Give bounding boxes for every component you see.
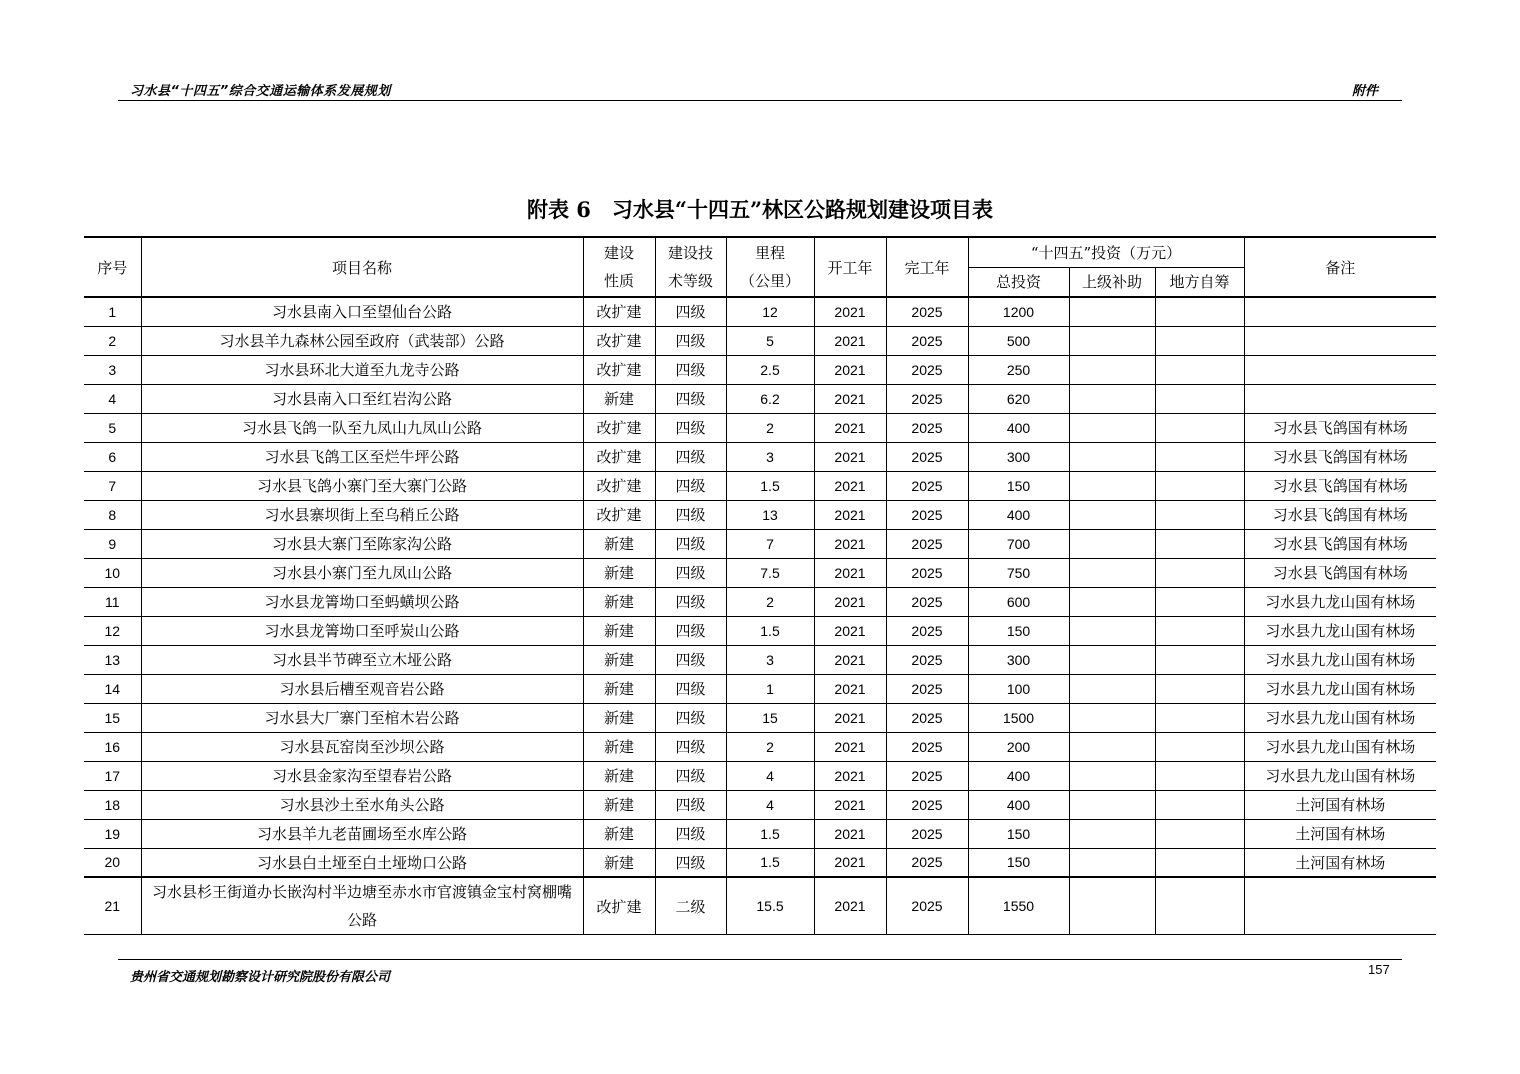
cell-subsidy [1069, 558, 1155, 587]
cell-note: 习水县九龙山国有林场 [1244, 616, 1436, 645]
footer-company: 贵州省交通规划勘察设计研究院股份有限公司 [130, 970, 391, 985]
page-number: 157 [1368, 962, 1390, 977]
cell-local [1155, 413, 1244, 442]
cell-note: 习水县九龙山国有林场 [1244, 587, 1436, 616]
table-row [84, 819, 1436, 848]
cell-length: 12 [726, 297, 814, 326]
col-header-name: 项目名称 [141, 237, 583, 297]
cell-end: 2025 [886, 761, 968, 790]
cell-nature: 改扩建 [583, 297, 655, 326]
cell-note [1244, 355, 1436, 384]
cell-subsidy [1069, 413, 1155, 442]
cell-grade: 四级 [655, 848, 726, 877]
cell-total: 400 [968, 790, 1069, 819]
cell-local [1155, 326, 1244, 355]
cell-note: 土河国有林场 [1244, 848, 1436, 877]
cell-note: 习水县飞鸽国有林场 [1244, 529, 1436, 558]
cell-grade: 四级 [655, 558, 726, 587]
cell-grade: 四级 [655, 674, 726, 703]
cell-name: 习水县金家沟至望春岩公路 [141, 761, 583, 790]
cell-local [1155, 877, 1244, 935]
cell-total: 400 [968, 500, 1069, 529]
cell-total: 500 [968, 326, 1069, 355]
cell-start: 2021 [814, 442, 886, 471]
cell-subsidy [1069, 616, 1155, 645]
cell-seq: 8 [84, 500, 141, 529]
col-header-note: 备注 [1244, 237, 1436, 297]
cell-nature: 新建 [583, 616, 655, 645]
table-row [84, 442, 1436, 471]
cell-note [1244, 297, 1436, 326]
cell-note: 习水县飞鸽国有林场 [1244, 558, 1436, 587]
col-header-length-line2: （公里） [739, 272, 800, 290]
cell-name: 习水县南入口至望仙台公路 [141, 297, 583, 326]
cell-length: 6.2 [726, 384, 814, 413]
col-header-nature-line2: 性质 [603, 272, 634, 290]
cell-nature: 改扩建 [583, 442, 655, 471]
cell-subsidy [1069, 471, 1155, 500]
cell-nature: 新建 [583, 384, 655, 413]
cell-note [1244, 384, 1436, 413]
cell-subsidy [1069, 674, 1155, 703]
table-row [84, 326, 1436, 355]
cell-total: 300 [968, 645, 1069, 674]
cell-subsidy [1069, 732, 1155, 761]
cell-length: 2.5 [726, 355, 814, 384]
cell-end: 2025 [886, 819, 968, 848]
cell-length: 7.5 [726, 558, 814, 587]
col-header-length [726, 237, 814, 297]
cell-name: 习水县大厂寨门至棺木岩公路 [141, 703, 583, 732]
col-header-start: 开工年 [814, 237, 886, 297]
footer-rule [118, 959, 1402, 960]
cell-grade: 四级 [655, 413, 726, 442]
cell-name: 习水县大寨门至陈家沟公路 [141, 529, 583, 558]
cell-end: 2025 [886, 471, 968, 500]
cell-name: 习水县白土垭至白土垭坳口公路 [141, 848, 583, 877]
cell-note: 土河国有林场 [1244, 790, 1436, 819]
cell-local [1155, 442, 1244, 471]
cell-seq: 16 [84, 732, 141, 761]
cell-length: 3 [726, 442, 814, 471]
table-row [84, 384, 1436, 413]
cell-grade: 四级 [655, 500, 726, 529]
cell-local [1155, 471, 1244, 500]
cell-start: 2021 [814, 732, 886, 761]
cell-subsidy [1069, 819, 1155, 848]
cell-local [1155, 355, 1244, 384]
cell-nature: 新建 [583, 558, 655, 587]
col-header-length-line1: 里程 [754, 244, 785, 262]
cell-seq: 19 [84, 819, 141, 848]
project-table [84, 236, 1436, 935]
cell-subsidy [1069, 384, 1155, 413]
cell-subsidy [1069, 326, 1155, 355]
cell-seq: 13 [84, 645, 141, 674]
cell-grade: 四级 [655, 384, 726, 413]
cell-nature: 新建 [583, 645, 655, 674]
cell-note: 习水县飞鸽国有林场 [1244, 442, 1436, 471]
cell-length: 15 [726, 703, 814, 732]
cell-note [1244, 326, 1436, 355]
cell-subsidy [1069, 761, 1155, 790]
cell-start: 2021 [814, 703, 886, 732]
cell-total: 150 [968, 848, 1069, 877]
cell-total: 200 [968, 732, 1069, 761]
cell-grade: 四级 [655, 761, 726, 790]
cell-seq: 7 [84, 471, 141, 500]
cell-nature: 改扩建 [583, 326, 655, 355]
cell-name: 习水县小寨门至九凤山公路 [141, 558, 583, 587]
cell-subsidy [1069, 500, 1155, 529]
cell-grade: 四级 [655, 355, 726, 384]
cell-nature: 新建 [583, 819, 655, 848]
cell-nature: 新建 [583, 703, 655, 732]
cell-name: 习水县羊九森林公园至政府（武装部）公路 [141, 326, 583, 355]
cell-local [1155, 703, 1244, 732]
cell-name: 习水县瓦窑岗至沙坝公路 [141, 732, 583, 761]
cell-nature: 改扩建 [583, 471, 655, 500]
cell-subsidy [1069, 877, 1155, 935]
cell-grade: 二级 [655, 877, 726, 935]
cell-end: 2025 [886, 384, 968, 413]
cell-end: 2025 [886, 877, 968, 935]
cell-seq: 2 [84, 326, 141, 355]
cell-note: 习水县九龙山国有林场 [1244, 732, 1436, 761]
cell-name: 习水县飞鸽一队至九凤山九凤山公路 [141, 413, 583, 442]
cell-nature: 改扩建 [583, 877, 655, 935]
cell-start: 2021 [814, 384, 886, 413]
table-row [84, 355, 1436, 384]
cell-grade: 四级 [655, 471, 726, 500]
cell-length: 2 [726, 413, 814, 442]
cell-nature: 新建 [583, 848, 655, 877]
cell-local [1155, 500, 1244, 529]
cell-length: 3 [726, 645, 814, 674]
cell-subsidy [1069, 645, 1155, 674]
col-header-local: 地方自筹 [1155, 267, 1244, 297]
cell-start: 2021 [814, 529, 886, 558]
cell-total: 700 [968, 529, 1069, 558]
cell-seq: 3 [84, 355, 141, 384]
cell-seq: 12 [84, 616, 141, 645]
cell-end: 2025 [886, 848, 968, 877]
cell-grade: 四级 [655, 790, 726, 819]
cell-nature: 改扩建 [583, 413, 655, 442]
cell-length: 1.5 [726, 616, 814, 645]
cell-local [1155, 790, 1244, 819]
cell-name: 习水县后槽至观音岩公路 [141, 674, 583, 703]
cell-end: 2025 [886, 703, 968, 732]
cell-total: 400 [968, 761, 1069, 790]
cell-note [1244, 877, 1436, 935]
cell-nature: 改扩建 [583, 500, 655, 529]
cell-end: 2025 [886, 297, 968, 326]
cell-start: 2021 [814, 645, 886, 674]
cell-name: 习水县环北大道至九龙寺公路 [141, 355, 583, 384]
cell-subsidy [1069, 297, 1155, 326]
cell-subsidy [1069, 703, 1155, 732]
cell-subsidy [1069, 848, 1155, 877]
cell-name: 习水县龙箐坳口至蚂蟥坝公路 [141, 587, 583, 616]
cell-length: 2 [726, 732, 814, 761]
cell-end: 2025 [886, 529, 968, 558]
cell-local [1155, 529, 1244, 558]
cell-local [1155, 587, 1244, 616]
cell-note: 土河国有林场 [1244, 819, 1436, 848]
cell-length: 13 [726, 500, 814, 529]
cell-seq: 20 [84, 848, 141, 877]
cell-total: 400 [968, 413, 1069, 442]
table-row [84, 732, 1436, 761]
cell-length: 2 [726, 587, 814, 616]
running-header-title: 习水县“十四五”综合交通运输体系发展规划 [130, 84, 391, 99]
cell-subsidy [1069, 355, 1155, 384]
cell-name: 习水县飞鸽工区至烂牛坪公路 [141, 442, 583, 471]
table-row [84, 558, 1436, 587]
cell-seq: 4 [84, 384, 141, 413]
cell-grade: 四级 [655, 819, 726, 848]
cell-grade: 四级 [655, 326, 726, 355]
running-header-section: 附件 [1352, 84, 1379, 99]
col-header-grade-line1: 建设技 [667, 244, 713, 262]
cell-total: 750 [968, 558, 1069, 587]
cell-end: 2025 [886, 587, 968, 616]
cell-note: 习水县九龙山国有林场 [1244, 703, 1436, 732]
cell-subsidy [1069, 529, 1155, 558]
cell-start: 2021 [814, 500, 886, 529]
table-row [84, 500, 1436, 529]
cell-total: 250 [968, 355, 1069, 384]
cell-start: 2021 [814, 326, 886, 355]
cell-length: 1.5 [726, 819, 814, 848]
cell-local [1155, 645, 1244, 674]
cell-local [1155, 848, 1244, 877]
cell-end: 2025 [886, 616, 968, 645]
cell-name: 习水县寨坝街上至乌稍丘公路 [141, 500, 583, 529]
cell-total: 150 [968, 819, 1069, 848]
col-header-seq: 序号 [84, 237, 141, 297]
cell-length: 1.5 [726, 471, 814, 500]
cell-total: 1550 [968, 877, 1069, 935]
cell-note: 习水县九龙山国有林场 [1244, 674, 1436, 703]
cell-seq: 1 [84, 297, 141, 326]
cell-local [1155, 384, 1244, 413]
cell-total: 1500 [968, 703, 1069, 732]
cell-grade: 四级 [655, 616, 726, 645]
col-header-end: 完工年 [886, 237, 968, 297]
cell-local [1155, 297, 1244, 326]
table-row [84, 529, 1436, 558]
cell-grade: 四级 [655, 529, 726, 558]
cell-start: 2021 [814, 471, 886, 500]
table-row [84, 616, 1436, 645]
cell-grade: 四级 [655, 645, 726, 674]
cell-length: 4 [726, 790, 814, 819]
cell-nature: 新建 [583, 674, 655, 703]
cell-seq: 18 [84, 790, 141, 819]
cell-note: 习水县九龙山国有林场 [1244, 645, 1436, 674]
cell-end: 2025 [886, 645, 968, 674]
cell-local [1155, 819, 1244, 848]
cell-name: 习水县半节碑至立木垭公路 [141, 645, 583, 674]
cell-end: 2025 [886, 442, 968, 471]
header-rule [118, 100, 1402, 101]
cell-name: 习水县羊九老苗圃场至水库公路 [141, 819, 583, 848]
cell-length: 15.5 [726, 877, 814, 935]
cell-length: 7 [726, 529, 814, 558]
cell-length: 4 [726, 761, 814, 790]
cell-end: 2025 [886, 558, 968, 587]
cell-end: 2025 [886, 500, 968, 529]
cell-end: 2025 [886, 790, 968, 819]
cell-subsidy [1069, 790, 1155, 819]
col-header-investment-group: “十四五”投资（万元） [968, 237, 1244, 267]
table-row [84, 413, 1436, 442]
cell-end: 2025 [886, 674, 968, 703]
cell-grade: 四级 [655, 587, 726, 616]
cell-total: 600 [968, 587, 1069, 616]
cell-note: 习水县飞鸽国有林场 [1244, 471, 1436, 500]
col-header-grade-line2: 术等级 [667, 272, 713, 290]
cell-start: 2021 [814, 761, 886, 790]
cell-grade: 四级 [655, 732, 726, 761]
table-row [84, 645, 1436, 674]
cell-total: 150 [968, 616, 1069, 645]
col-header-grade [655, 237, 726, 297]
cell-end: 2025 [886, 326, 968, 355]
cell-length: 1.5 [726, 848, 814, 877]
cell-local [1155, 761, 1244, 790]
table-row [84, 790, 1436, 819]
cell-start: 2021 [814, 355, 886, 384]
cell-end: 2025 [886, 732, 968, 761]
cell-seq: 15 [84, 703, 141, 732]
cell-note: 习水县飞鸽国有林场 [1244, 413, 1436, 442]
cell-nature: 新建 [583, 761, 655, 790]
cell-start: 2021 [814, 848, 886, 877]
cell-end: 2025 [886, 413, 968, 442]
cell-name: 习水县龙箐坳口至呼炭山公路 [141, 616, 583, 645]
cell-name: 习水县杉王街道办长嵌沟村半边塘至赤水市官渡镇金宝村窝棚嘴公路 [141, 877, 583, 935]
cell-start: 2021 [814, 877, 886, 935]
table-row [84, 587, 1436, 616]
table-row [84, 297, 1436, 326]
col-header-nature-line1: 建设 [603, 244, 634, 262]
cell-local [1155, 616, 1244, 645]
cell-total: 1200 [968, 297, 1069, 326]
table-row [84, 761, 1436, 790]
cell-seq: 17 [84, 761, 141, 790]
cell-seq: 10 [84, 558, 141, 587]
cell-seq: 14 [84, 674, 141, 703]
cell-start: 2021 [814, 413, 886, 442]
cell-total: 300 [968, 442, 1069, 471]
cell-subsidy [1069, 587, 1155, 616]
table-row [84, 674, 1436, 703]
cell-nature: 新建 [583, 732, 655, 761]
table-row [84, 877, 1436, 935]
cell-local [1155, 732, 1244, 761]
cell-seq: 11 [84, 587, 141, 616]
col-header-total: 总投资 [968, 267, 1069, 297]
cell-seq: 21 [84, 877, 141, 935]
table-body [84, 297, 1436, 935]
cell-length: 1 [726, 674, 814, 703]
cell-nature: 新建 [583, 529, 655, 558]
cell-local [1155, 674, 1244, 703]
cell-seq: 6 [84, 442, 141, 471]
cell-start: 2021 [814, 790, 886, 819]
col-header-subsidy: 上级补助 [1069, 267, 1155, 297]
table-title: 附表 6 习水县“十四五”林区公路规划建设项目表 [526, 197, 994, 222]
cell-total: 150 [968, 471, 1069, 500]
cell-grade: 四级 [655, 703, 726, 732]
cell-total: 620 [968, 384, 1069, 413]
cell-nature: 新建 [583, 790, 655, 819]
cell-grade: 四级 [655, 442, 726, 471]
cell-name: 习水县沙土至水角头公路 [141, 790, 583, 819]
table-row [84, 471, 1436, 500]
cell-start: 2021 [814, 616, 886, 645]
table-row [84, 703, 1436, 732]
cell-start: 2021 [814, 297, 886, 326]
cell-subsidy [1069, 442, 1155, 471]
cell-nature: 改扩建 [583, 355, 655, 384]
cell-end: 2025 [886, 355, 968, 384]
cell-start: 2021 [814, 819, 886, 848]
cell-seq: 9 [84, 529, 141, 558]
cell-total: 100 [968, 674, 1069, 703]
cell-name: 习水县南入口至红岩沟公路 [141, 384, 583, 413]
cell-local [1155, 558, 1244, 587]
cell-name: 习水县飞鸽小寨门至大寨门公路 [141, 471, 583, 500]
cell-note: 习水县飞鸽国有林场 [1244, 500, 1436, 529]
cell-seq: 5 [84, 413, 141, 442]
cell-grade: 四级 [655, 297, 726, 326]
cell-nature: 新建 [583, 587, 655, 616]
col-header-nature [583, 237, 655, 297]
cell-note: 习水县九龙山国有林场 [1244, 761, 1436, 790]
cell-length: 5 [726, 326, 814, 355]
table-row [84, 848, 1436, 877]
cell-start: 2021 [814, 558, 886, 587]
cell-start: 2021 [814, 587, 886, 616]
cell-start: 2021 [814, 674, 886, 703]
